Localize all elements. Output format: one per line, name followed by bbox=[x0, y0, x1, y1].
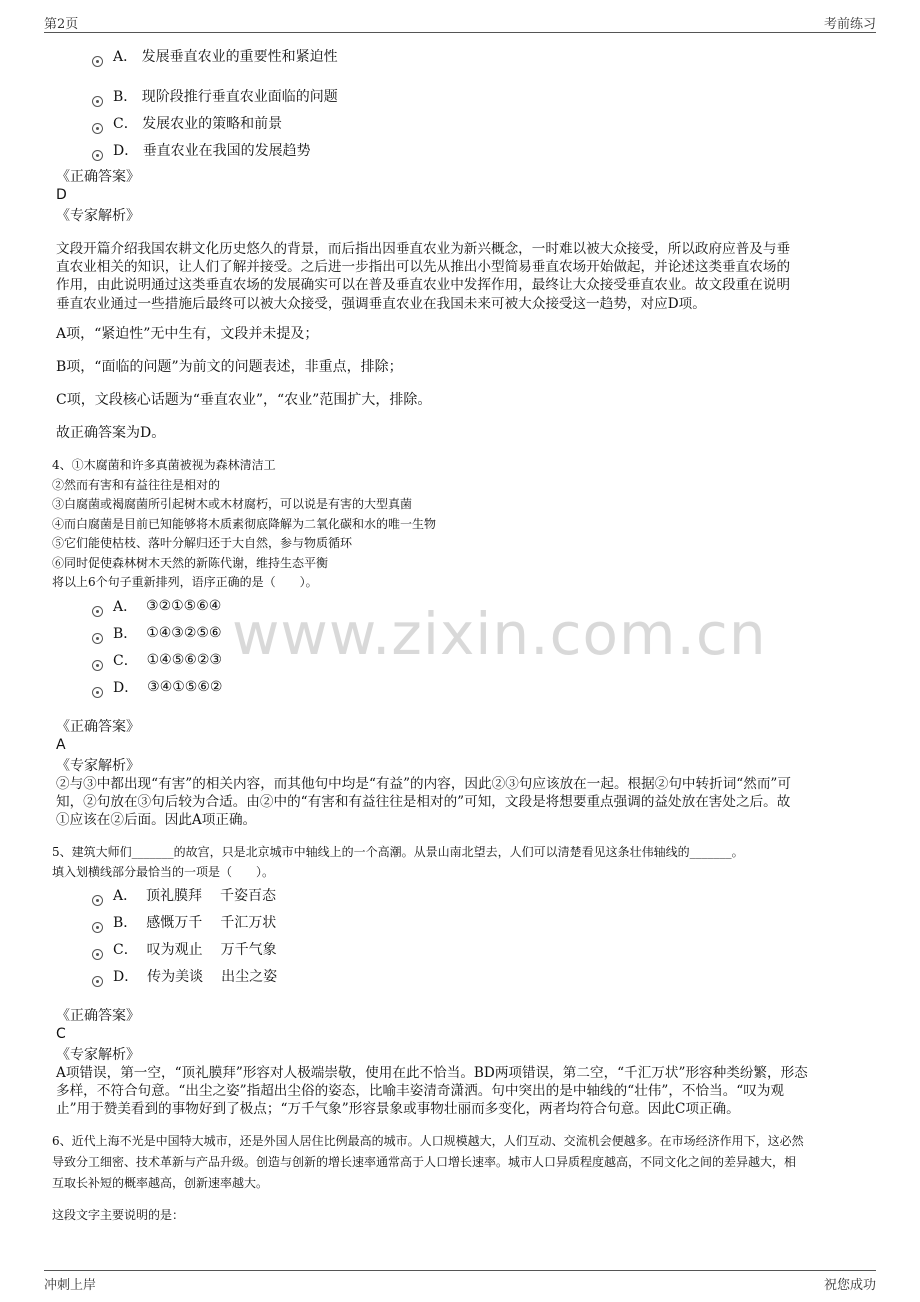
analysis-label: 《专家解析》 bbox=[56, 1047, 140, 1063]
note-b: B项，“面临的问题”为前文的问题表述，非重点，排除； bbox=[56, 359, 403, 375]
q4-option-d[interactable]: D． ③④①⑤⑥② bbox=[92, 677, 222, 697]
q5-option-c[interactable]: C． 叹为观止 万千气象 bbox=[92, 939, 277, 959]
note-a: A项，“紧迫性”无中生有，文段并未提及； bbox=[56, 326, 319, 342]
radio-icon[interactable] bbox=[92, 660, 103, 671]
q3-option-d[interactable]: D． 垂直农业在我国的发展趋势 bbox=[92, 140, 311, 160]
note-conclusion: 故正确答案为D。 bbox=[56, 425, 166, 441]
watermark: www.zixin.com.cn bbox=[232, 600, 767, 668]
radio-icon[interactable] bbox=[92, 56, 103, 67]
q5-option-d[interactable]: D． 传为美谈 出尘之姿 bbox=[92, 966, 277, 986]
header-title: 考前练习 bbox=[823, 17, 876, 32]
q4-option-a[interactable]: A． ③②①⑤⑥④ bbox=[92, 596, 221, 616]
page-number: 第2页 bbox=[44, 17, 79, 32]
radio-icon[interactable] bbox=[92, 150, 103, 161]
analysis-text: 文段开篇介绍我国农耕文化历史悠久的背景，而后指出因垂直农业为新兴概念，一时难以被大众接受，所以政府应普及与垂 直农业相关的知识，让人们了解并接受。之后进一步指出可以先从推出小型简易垂直农场开始做起，并论述这类垂直农场的 作用，由此说明通过这类垂直农场的发展确实可以在普及垂直农业中发挥作用，最终让大众接受垂直农业。故文段重在说明 垂直农业通过一些措施后最终可以被大众接受，强调垂直农业在我国未来可被大众接受这一趋势，对应D项。 bbox=[56, 241, 791, 312]
q3-option-b[interactable]: B． 现阶段推行垂直农业面临的问题 bbox=[92, 86, 338, 106]
answer-label: 《正确答案》 bbox=[56, 719, 140, 735]
analysis-text: A项错误，第一空，“顶礼膜拜”形容对人极端崇敬，使用在此不恰当。BD两项错误，第二空，“千汇万状”形容种类纷繁，形态 多样，不符合句意。“出尘之姿”指超出尘俗的姿态，比喻丰姿清奇潇洒。句中突出的是中轴线的“壮伟”，不恰当。“叹为观 止”用于赞美看到的事物好到了极点；“万千气象”形容景象或事物壮丽而多变化，两者均符合句意。因此C项正确。 bbox=[56, 1065, 808, 1118]
analysis-label: 《专家解析》 bbox=[56, 208, 140, 224]
question-4: 4、①木腐菌和许多真菌被视为森林清洁工 ②然而有害和有益往往是相对的 ③白腐菌或褐腐菌所引起树木或木材腐朽，可以说是有害的大型真菌 ④而白腐菌是目前已知能够将木质素彻底降解为二氧化碳和水的唯一生物 ⑤它们能使枯枝、落叶分解归还于大自然，参与物质循环 ⑥同时促使森林树木天然的新陈代谢，维持生态平衡 将以上6个句子重新排列，语序正确的是（ ）。 bbox=[52, 458, 437, 589]
analysis-label: 《专家解析》 bbox=[56, 758, 140, 774]
radio-icon[interactable] bbox=[92, 123, 103, 134]
question-prompt: 这段文字主要说明的是： bbox=[52, 1208, 185, 1222]
question-5: 5、建筑大师们_______的故宫，只是北京城市中轴线上的一个高潮。从景山南北望去，人们可以清楚看见这条壮伟轴线的_______。 填入划横线部分最恰当的一项是（ ）。 bbox=[52, 845, 744, 879]
radio-icon[interactable] bbox=[92, 633, 103, 644]
footer-right: 祝您成功 bbox=[823, 1278, 876, 1293]
question-6: 6、近代上海不光是中国特大城市，还是外国人居住比例最高的城市。人口规模越大，人们互动、交流机会便越多。在市场经济作用下，这必然 导致分工细密、技术革新与产品升级。创造与创新的增长速率通常高于人口增长速率。城市人口异质程度越高，不同文化之间的差异越大，相 互取长补短的概率越高，创新速率越大。 bbox=[52, 1134, 804, 1190]
footer-divider bbox=[44, 1270, 876, 1271]
q4-option-b[interactable]: B． ①④③②⑤⑥ bbox=[92, 623, 222, 643]
radio-icon[interactable] bbox=[92, 949, 103, 960]
radio-icon[interactable] bbox=[92, 895, 103, 906]
analysis-text: ②与③中都出现“有害”的相关内容，而其他句中均是“有益”的内容，因此②③句应该放在一起。根据②句中转折词“然而”可 知，②句放在③句后较为合适。由②中的“有害和有益往往是相对的”可知，文段是将想要重点强调的益处放在害处之后。故 ①应该在②后面。因此A项正确。 bbox=[56, 776, 791, 829]
radio-icon[interactable] bbox=[92, 606, 103, 617]
footer-left: 冲刺上岸 bbox=[44, 1278, 97, 1293]
note-c: C项，文段核心话题为“垂直农业”，“农业”范围扩大，排除。 bbox=[56, 392, 432, 408]
answer-value: C bbox=[56, 1026, 66, 1042]
answer-label: 《正确答案》 bbox=[56, 1008, 140, 1024]
radio-icon[interactable] bbox=[92, 687, 103, 698]
q4-option-c[interactable]: C． ①④⑤⑥②③ bbox=[92, 650, 222, 670]
answer-value: A bbox=[56, 737, 66, 753]
answer-value: D bbox=[56, 187, 67, 203]
radio-icon[interactable] bbox=[92, 96, 103, 107]
radio-icon[interactable] bbox=[92, 976, 103, 987]
answer-label: 《正确答案》 bbox=[56, 169, 140, 185]
q3-option-c[interactable]: C． 发展农业的策略和前景 bbox=[92, 113, 282, 133]
q3-option-a[interactable]: A． 发展垂直农业的重要性和紧迫性 bbox=[92, 46, 338, 66]
radio-icon[interactable] bbox=[92, 922, 103, 933]
q5-option-b[interactable]: B． 感慨万千 千汇万状 bbox=[92, 912, 276, 932]
q5-option-a[interactable]: A． 顶礼膜拜 千姿百态 bbox=[92, 885, 276, 905]
header-divider bbox=[44, 32, 876, 33]
